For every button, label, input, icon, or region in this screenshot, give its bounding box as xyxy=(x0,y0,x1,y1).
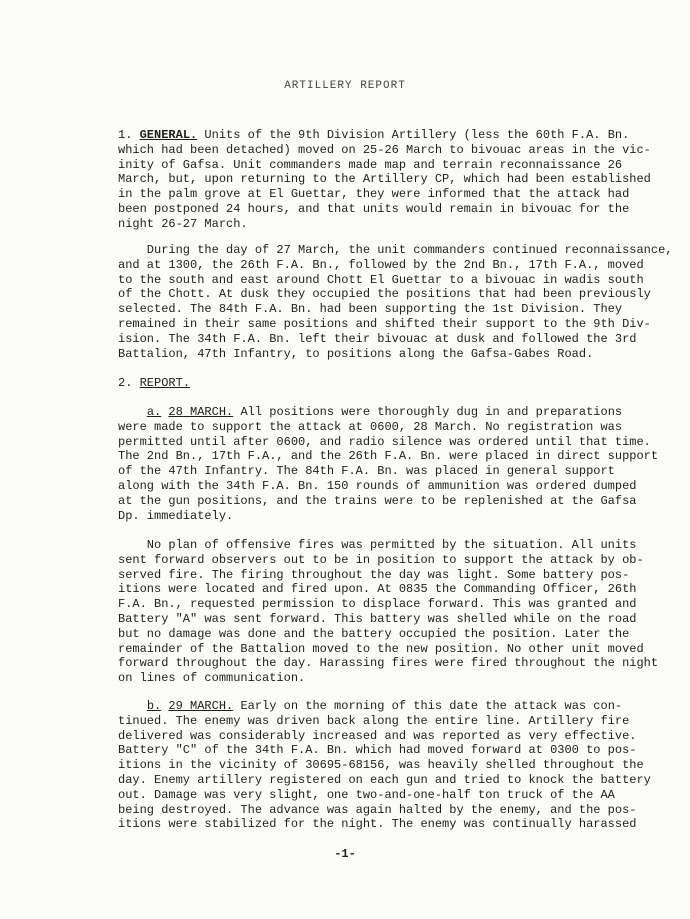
section-2-heading-line xyxy=(118,376,638,391)
section-1-paragraph-2: During the day of 27 March, the unit commanders continued reconnaissance, and at 1300, the 26th F.A. Bn., followed by the 2nd Bn., 17th F.A., moved to the south and east around Chott El Guettar to a bivouac in wadis south of the Chott. At dusk they occupied the positions that had been previously selected. The 84th F.A. Bn. had been supporting the 1st Division. They remained in their same positions and shifted their support to the 9th Div- ision. The 34th F.A. Bn. left their bivouac at dusk and followed the 3rd Battalion, 47th Infantry, to positions along the Gafsa-Gabes Road. xyxy=(118,243,673,361)
section-1-heading: GENERAL. xyxy=(139,128,198,142)
subsection-b-letter: b. xyxy=(146,699,162,713)
section-2-heading: REPORT. xyxy=(139,376,191,390)
subsection-a-paragraph-2: No plan of offensive fires was permitted by the situation. All units sent forward observers out to be in position to support the attack by ob- served fire. The firing throughout the day was light. Some battery pos- itions were located and fired upon. At 0835 the Commanding Officer, 26th F.A. Bn., requested permission to displace forward. This was granted and Battery "A" was sent forward. This battery was shelled while on the road but no damage was done and the battery occupied the position. Later the remainder of the Battalion moved to the new position. No other unit moved forward throughout the day. Harassing fires were fired throughout the night on lines of communication. xyxy=(118,538,659,686)
section-1-number: 1. xyxy=(118,128,133,142)
page-number: -1- xyxy=(334,847,356,861)
subsection-a-text-1: All positions were thoroughly dug in and preparations were made to support the attack at 0600, 28 March. No registration was permitted until after 0600, and radio silence was ordered until that time. The 2nd Bn., 17th F.A., and the 26th F.A. Bn. were placed in direct support of the 47th Infantry. The 84th F.A. Bn. was placed in general support along with the 34th F.A. Bn. 150 rounds of ammunition was ordered dumped at the gun positions, and the trains were to be replenished at the Gafsa Dp. immediately. xyxy=(118,405,659,523)
subsection-b-date: 29 MARCH. xyxy=(168,699,234,713)
subsection-b-paragraph xyxy=(118,699,651,832)
section-2-number: 2. xyxy=(118,376,133,390)
section-1-text-1: Units of the 9th Division Artillery (less the 60th F.A. Bn. which had been detached) moved on 25-26 March to bivouac areas in the vic- inity of Gafsa. Unit commanders made map and terrain reconnaissance 26 March, but, upon returning to the Artillery CP, which had been established in the palm grove at El Guettar, they were informed that the attack had been postponed 24 hours, and that units would remain in bivouac for the night 26-27 March. xyxy=(118,128,651,231)
section-1-paragraph-1 xyxy=(118,128,651,232)
subsection-b-text: Early on the morning of this date the attack was con- tinued. The enemy was driven back along the entire line. Artillery fire delivered was considerably increased and was reported as very effective. Battery "C" of the 34th F.A. Bn. which had moved forward at 0300 to pos- itions in the vicinity of 30695-68156, was heavily shelled throughout the day. Enemy artillery registered on each gun and tried to knock the battery out. Damage was very slight, one two-and-one-half ton truck of the AA being destroyed. The advance was again halted by the enemy, and the pos- itions were stabilized for the night. The enemy was continually harassed xyxy=(118,699,651,832)
subsection-a-date: 28 MARCH. xyxy=(168,405,234,419)
subsection-a-paragraph-1 xyxy=(118,405,659,523)
subsection-a-letter: a. xyxy=(146,405,162,419)
page-title: ARTILLERY REPORT xyxy=(284,80,406,92)
